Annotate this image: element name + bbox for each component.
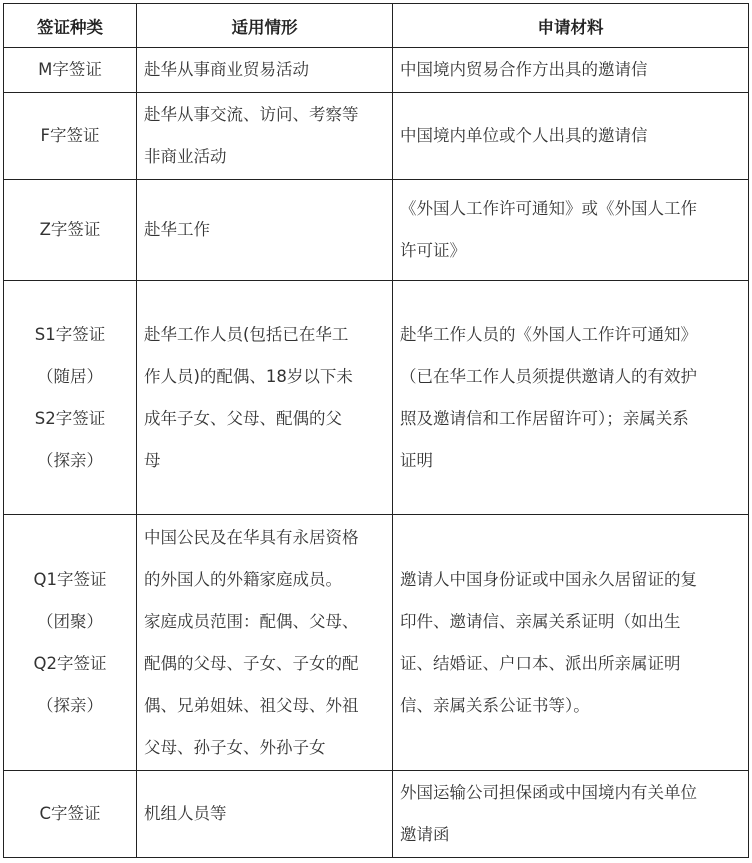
cell-text-line: 作人员)的配偶、18岁以下未 (144, 366, 353, 386)
cell-text-line: 《外国人工作许可通知》或《外国人工作 (400, 199, 697, 218)
cell-text-line: 照及邀请信和工作居留许可）；亲属关系 (400, 408, 689, 428)
header-visa-type: 签证种类 (4, 4, 137, 48)
visa-type-cell (4, 93, 137, 180)
cell-text-line: Q1字签证 (33, 569, 107, 589)
cell-text-line: 赴华从事商业贸易活动 (144, 60, 309, 79)
cell-text-line: 家庭成员范围：配偶、父母、 (144, 611, 359, 631)
condition-cell (137, 180, 393, 281)
cell-text-line: 中国境内贸易合作方出具的邀请信 (400, 60, 648, 79)
visa-table (3, 3, 749, 858)
visa-type-cell (4, 515, 137, 771)
cell-text-line: 赴华从事交流、访问、考察等 (144, 105, 359, 124)
header-applicable-condition: 适用情形 (137, 4, 393, 48)
materials-cell (393, 93, 749, 180)
cell-text-line: 赴华工作人员的《外国人工作许可通知》 (400, 324, 697, 344)
materials-cell (393, 771, 749, 858)
table-row (4, 515, 749, 771)
cell-text-line: （探亲） (37, 450, 103, 470)
cell-text-line: （探亲） (37, 695, 103, 715)
table-row (4, 93, 749, 180)
cell-text-line: 邀请函 (400, 825, 450, 844)
materials-cell (393, 180, 749, 281)
table-row (4, 48, 749, 93)
cell-text-line: 外国运输公司担保函或中国境内有关单位 (400, 783, 697, 802)
cell-text-line: 赴华工作 (144, 220, 210, 239)
header-row (4, 4, 749, 48)
table-row (4, 180, 749, 281)
cell-text-line: F字签证 (40, 126, 100, 145)
cell-text-line: （随居） (37, 366, 103, 386)
visa-type-cell (4, 180, 137, 281)
cell-text-line: 许可证》 (400, 241, 466, 260)
condition-cell (137, 281, 393, 515)
cell-text-line: S1字签证 (34, 324, 106, 344)
cell-text-line: （已在华工作人员须提供邀请人的有效护 (400, 366, 697, 386)
cell-text-line: Q2字签证 (33, 653, 107, 673)
cell-text-line: 偶、兄弟姐妹、祖父母、外祖 (144, 695, 359, 715)
cell-text-line: S2字签证 (34, 408, 106, 428)
cell-text-line: 印件、邀请信、亲属关系证明（如出生 (400, 611, 681, 631)
cell-text-line: 非商业活动 (144, 147, 227, 166)
cell-text-line: 中国境内单位或个人出具的邀请信 (400, 126, 648, 145)
condition-cell (137, 515, 393, 771)
cell-text-line: 父母、孙子女、外孙子女 (144, 737, 326, 757)
cell-text-line: 的外国人的外籍家庭成员。 (144, 569, 342, 589)
condition-cell (137, 93, 393, 180)
table-row (4, 771, 749, 858)
header-application-materials: 申请材料 (393, 4, 749, 48)
cell-text-line: 母 (144, 450, 161, 470)
condition-cell (137, 48, 393, 93)
visa-type-cell (4, 281, 137, 515)
cell-text-line: Z字签证 (39, 220, 101, 239)
cell-text-line: 成年子女、父母、配偶的父 (144, 408, 342, 428)
cell-text-line: M字签证 (38, 60, 102, 79)
cell-text-line: 信、亲属关系公证书等）。 (400, 695, 590, 715)
materials-cell (393, 48, 749, 93)
visa-type-cell (4, 48, 137, 93)
cell-text-line: C字签证 (39, 804, 101, 823)
visa-type-cell (4, 771, 137, 858)
cell-text-line: 证、结婚证、户口本、派出所亲属证明 (400, 653, 681, 673)
materials-cell (393, 281, 749, 515)
table-row (4, 281, 749, 515)
materials-cell (393, 515, 749, 771)
cell-text-line: 配偶的父母、子女、子女的配 (144, 653, 359, 673)
condition-cell (137, 771, 393, 858)
cell-text-line: 赴华工作人员(包括已在华工 (144, 324, 349, 344)
cell-text-line: 机组人员等 (144, 804, 227, 823)
cell-text-line: 证明 (400, 450, 433, 470)
cell-text-line: （团聚） (37, 611, 103, 631)
cell-text-line: 邀请人中国身份证或中国永久居留证的复 (400, 569, 697, 589)
cell-text-line: 中国公民及在华具有永居资格 (144, 527, 359, 547)
